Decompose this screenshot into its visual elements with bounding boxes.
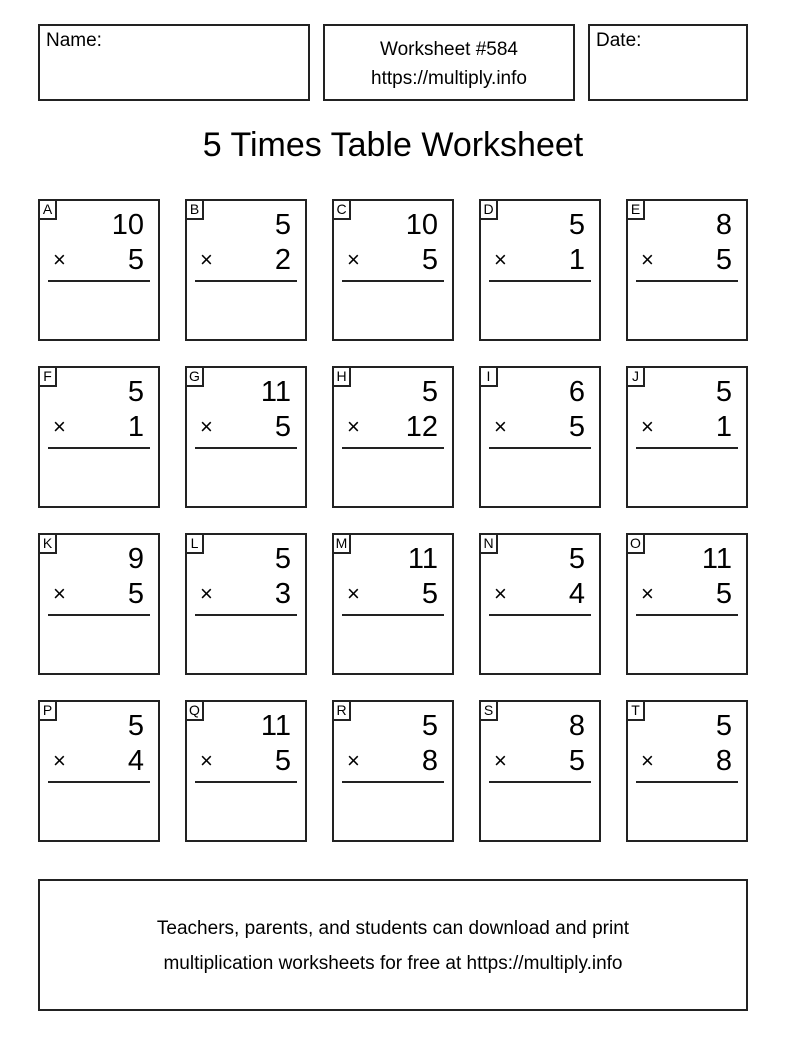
problem-letter: J <box>626 366 645 387</box>
name-field[interactable] <box>38 24 310 101</box>
problem-card[interactable] <box>332 366 454 508</box>
times-sign: × <box>200 247 213 272</box>
problem-letter: L <box>185 533 204 554</box>
problem-letter: N <box>479 533 498 554</box>
problem-grid <box>38 199 748 843</box>
multiplier: 5 <box>274 745 291 777</box>
multiplicand: 9 <box>127 543 144 575</box>
footer-line-2: multiplication worksheets for free at https://multiply.info <box>163 953 623 974</box>
answer-line <box>636 280 738 282</box>
date-label: Date: <box>596 30 642 51</box>
multiplicand: 10 <box>111 209 144 241</box>
multiplicand: 5 <box>421 710 438 742</box>
worksheet-url: https://multiply.info <box>371 68 527 89</box>
multiplicand: 5 <box>274 209 291 241</box>
multiplicand: 11 <box>701 543 732 575</box>
multiplicand: 11 <box>260 376 291 408</box>
multiplier: 5 <box>421 244 438 276</box>
answer-line <box>342 447 444 449</box>
problem-card[interactable] <box>185 199 307 341</box>
worksheet-info-box <box>323 24 575 101</box>
answer-line <box>48 781 150 783</box>
multiplicand: 5 <box>568 209 585 241</box>
problem-card[interactable] <box>38 199 160 341</box>
times-sign: × <box>53 581 66 606</box>
problem-card[interactable] <box>479 199 601 341</box>
problem-card[interactable] <box>479 366 601 508</box>
problem-card[interactable] <box>38 366 160 508</box>
problem-letter: K <box>38 533 57 554</box>
multiplicand: 11 <box>407 543 438 575</box>
problem-letter: G <box>185 366 204 387</box>
times-sign: × <box>641 247 654 272</box>
multiplier: 8 <box>715 745 732 777</box>
multiplier: 3 <box>274 578 291 610</box>
multiplier: 5 <box>274 411 291 443</box>
multiplier: 5 <box>127 578 144 610</box>
problem-letter: M <box>332 533 351 554</box>
problem-letter: P <box>38 700 57 721</box>
multiplicand: 5 <box>421 376 438 408</box>
answer-line <box>636 447 738 449</box>
problem-letter: R <box>332 700 351 721</box>
problem-card[interactable] <box>38 533 160 675</box>
multiplier: 5 <box>715 578 732 610</box>
answer-line <box>195 280 297 282</box>
multiplicand: 8 <box>568 710 585 742</box>
multiplier: 8 <box>421 745 438 777</box>
answer-line <box>342 781 444 783</box>
times-sign: × <box>200 581 213 606</box>
multiplier: 5 <box>568 745 585 777</box>
multiplier: 1 <box>568 244 585 276</box>
problem-letter: B <box>185 199 204 220</box>
times-sign: × <box>347 247 360 272</box>
answer-line <box>342 280 444 282</box>
problem-card[interactable] <box>626 199 748 341</box>
name-label: Name: <box>46 30 102 51</box>
multiplier: 5 <box>421 578 438 610</box>
times-sign: × <box>53 414 66 439</box>
problem-card[interactable] <box>479 700 601 842</box>
multiplicand: 5 <box>568 543 585 575</box>
footer-line-1: Teachers, parents, and students can download and print <box>156 918 630 939</box>
problem-letter: Q <box>185 700 204 721</box>
problem-letter: I <box>479 366 498 387</box>
problem-card[interactable] <box>185 533 307 675</box>
multiplier: 5 <box>568 411 585 443</box>
answer-line <box>489 280 591 282</box>
multiplier: 4 <box>127 745 144 777</box>
multiplicand: 6 <box>568 376 585 408</box>
problem-card[interactable] <box>38 700 160 842</box>
times-sign: × <box>494 581 507 606</box>
times-sign: × <box>347 581 360 606</box>
problem-letter: E <box>626 199 645 220</box>
multiplier: 5 <box>715 244 732 276</box>
answer-line <box>195 781 297 783</box>
problem-card[interactable] <box>626 366 748 508</box>
problem-letter: O <box>626 533 645 554</box>
times-sign: × <box>641 414 654 439</box>
times-sign: × <box>641 581 654 606</box>
problem-card[interactable] <box>332 533 454 675</box>
footer-note <box>38 879 748 1011</box>
times-sign: × <box>347 414 360 439</box>
problem-letter: D <box>479 199 498 220</box>
answer-line <box>48 447 150 449</box>
answer-line <box>342 614 444 616</box>
multiplier: 4 <box>568 578 585 610</box>
answer-line <box>489 781 591 783</box>
answer-line <box>636 614 738 616</box>
multiplicand: 5 <box>274 543 291 575</box>
page-title: 5 Times Table Worksheet <box>202 126 584 164</box>
multiplier: 12 <box>405 411 438 443</box>
problem-letter: H <box>332 366 351 387</box>
times-sign: × <box>641 748 654 773</box>
answer-line <box>195 447 297 449</box>
times-sign: × <box>494 247 507 272</box>
times-sign: × <box>53 748 66 773</box>
answer-line <box>489 447 591 449</box>
problem-card[interactable] <box>332 700 454 842</box>
multiplicand: 5 <box>127 710 144 742</box>
times-sign: × <box>494 414 507 439</box>
times-sign: × <box>200 414 213 439</box>
times-sign: × <box>200 748 213 773</box>
date-field[interactable] <box>588 24 748 101</box>
multiplier: 1 <box>715 411 732 443</box>
problem-letter: S <box>479 700 498 721</box>
multiplier: 1 <box>127 411 144 443</box>
multiplier: 5 <box>127 244 144 276</box>
problem-card[interactable] <box>626 700 748 842</box>
answer-line <box>636 781 738 783</box>
problem-letter: T <box>626 700 645 721</box>
answer-line <box>48 614 150 616</box>
problem-card[interactable] <box>185 366 307 508</box>
problem-letter: F <box>38 366 57 387</box>
problem-letter: A <box>38 199 57 220</box>
answer-line <box>195 614 297 616</box>
problem-card[interactable] <box>479 533 601 675</box>
multiplicand: 8 <box>715 209 732 241</box>
problem-letter: C <box>332 199 351 220</box>
times-sign: × <box>53 247 66 272</box>
problem-card[interactable] <box>332 199 454 341</box>
multiplicand: 5 <box>715 710 732 742</box>
times-sign: × <box>494 748 507 773</box>
multiplier: 2 <box>274 244 291 276</box>
times-sign: × <box>347 748 360 773</box>
problem-card[interactable] <box>185 700 307 842</box>
multiplicand: 5 <box>715 376 732 408</box>
multiplicand: 5 <box>127 376 144 408</box>
worksheet-number: Worksheet #584 <box>379 39 518 60</box>
multiplicand: 10 <box>405 209 438 241</box>
problem-card[interactable] <box>626 533 748 675</box>
answer-line <box>489 614 591 616</box>
answer-line <box>48 280 150 282</box>
multiplicand: 11 <box>260 710 291 742</box>
